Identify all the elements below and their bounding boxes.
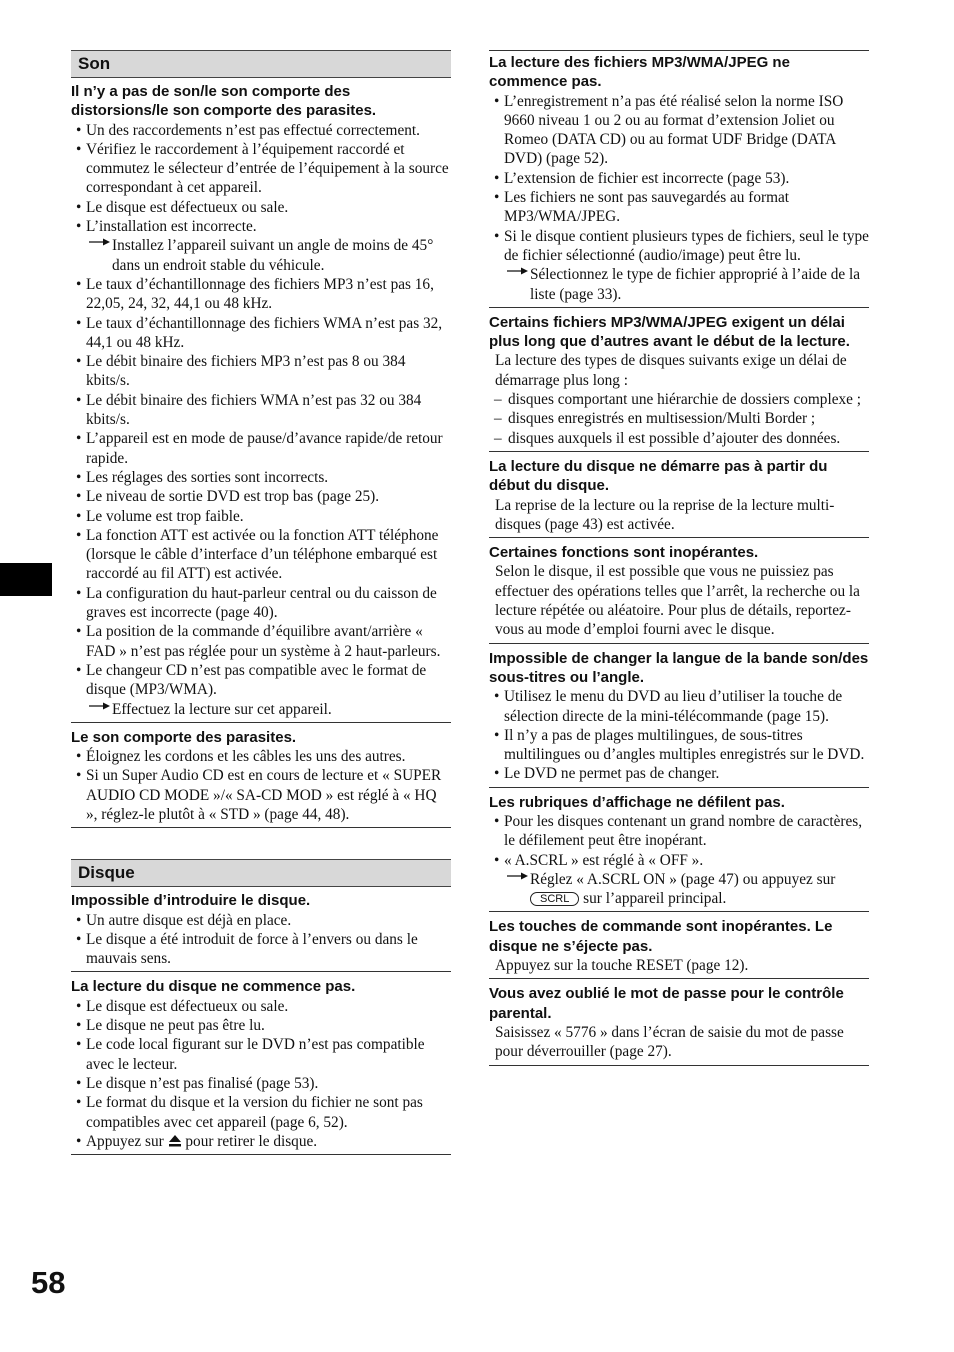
list-item: • La configuration du haut-parleur central ou du caisson de graves est incorrecte (page 40). <box>71 584 451 623</box>
list-item-text: pour retirer le disque. <box>185 1132 318 1150</box>
list-item: • Il n’y a pas de plages multilingues, de sous-titres multilingues ou d’angles multiples enregistrés sur le DVD. <box>489 726 869 765</box>
topic-question: Il n’y a pas de son/le son comporte des distorsions/le son comporte des parasites. <box>71 83 377 120</box>
list-item: • La fonction ATT est activée ou la fonction ATT téléphone (lorsque le câble d’interface d’un téléphone embarqué est raccordé au fil ATT) est activée. <box>71 526 451 584</box>
topic-answer: La reprise de la lecture ou la reprise de la lecture multi-disques (page 43) est activée. <box>495 496 835 533</box>
list-item: • Le disque est défectueux ou sale. <box>71 198 451 217</box>
solution-text: Sélectionnez le type de fichier approprié à l’aide de la liste (page 33). <box>530 266 860 303</box>
list-item-text: Appuyez sur <box>86 1132 164 1150</box>
list-item: • Le DVD ne permet pas de changer. <box>489 764 869 783</box>
topic-question: Certains fichiers MP3/WMA/JPEG exigent un délai plus long que d’autres avant le début de la lecture. <box>489 313 850 351</box>
arrow-right-icon <box>89 700 111 712</box>
list-item: – disques comportant une hiérarchie de dossiers complexe ; <box>489 390 869 409</box>
topic-buttons-inoperative <box>489 917 869 979</box>
list-item: • Si un Super Audio CD est en cours de lecture et « SUPER AUDIO CD MODE »/« SA-CD MOD » est réglé à « HQ », réglez-le plutôt à « STD » (page 44, 48). <box>71 766 451 824</box>
bullet-list <box>489 812 869 870</box>
topic-answer: La lecture des types de disques suivants exige un délai de démarrage plus long : <box>495 352 847 389</box>
section-tab-marker <box>0 563 52 596</box>
left-column <box>71 50 451 1160</box>
solution-text: Effectuez la lecture sur cet appareil. <box>112 700 332 718</box>
section-heading-son: Son <box>71 50 451 78</box>
topic-functions-inoperative <box>489 543 869 643</box>
list-item: • Le disque ne peut pas être lu. <box>71 1016 451 1035</box>
topic-question: Le son comporte des parasites. <box>71 728 297 746</box>
list-item: • Le code local figurant sur le DVD n’est pas compatible avec le lecteur. <box>71 1035 451 1074</box>
list-item: • Le disque a été introduit de force à l’envers ou dans le mauvais sens. <box>71 930 451 969</box>
list-item: • Le volume est trop faible. <box>71 507 451 526</box>
topic-question: Impossible de changer la langue de la bande son/des sous-titres ou l’angle. <box>489 649 869 686</box>
bullet-list <box>489 687 869 783</box>
topic-noise <box>71 728 451 828</box>
topic-question: La lecture du disque ne démarre pas à partir du début du disque. <box>489 457 828 495</box>
bullet-list <box>71 747 451 824</box>
bullet-list <box>489 92 869 266</box>
list-item: • Les réglages des sorties sont incorrects. <box>71 468 451 487</box>
topic-question: Vous avez oublié le mot de passe pour le contrôle parental. <box>489 985 844 1022</box>
topic-display-scroll <box>489 793 869 913</box>
list-item: • Le taux d’échantillonnage des fichiers WMA n’est pas 32, 44,1 ou 48 kHz. <box>71 314 451 353</box>
solution-line <box>489 265 869 304</box>
bullet-list <box>71 275 451 700</box>
list-item: • L’extension de fichier est incorrecte (page 53). <box>489 169 869 188</box>
topic-mp3-not-starting <box>489 50 869 308</box>
topic-question: Impossible d’introduire le disque. <box>71 892 311 910</box>
list-item: • Le format du disque et la version du fichier ne sont pas compatibles avec cet appareil (page 6, 52). <box>71 1093 451 1132</box>
topic-no-sound <box>71 82 451 723</box>
topic-question: La lecture des fichiers MP3/WMA/JPEG ne commence pas. <box>489 54 790 91</box>
topic-question: Les touches de commande sont inopérantes. Le disque ne s’éjecte pas. <box>489 918 833 955</box>
list-item: • « A.SCRL » est réglé à « OFF ». <box>489 851 869 870</box>
scrl-button-label: SCRL <box>530 892 579 906</box>
solution-line <box>489 870 869 909</box>
solution-line <box>71 700 451 719</box>
list-item: • La position de la commande d’équilibre avant/arrière « FAD » n’est pas réglée pour un système à 2 haut-parleurs. <box>71 622 451 661</box>
topic-answer: Selon le disque, il est possible que vous ne puissiez pas effectuer des opérations telles que l’arrêt, la recherche ou la lecture répétée ou aléatoire. Pour plus de détails, reportez-vous au mode d’emploi fourni avec le disque. <box>495 563 860 639</box>
topic-cannot-insert <box>71 891 451 972</box>
bullet-list <box>71 121 451 237</box>
topic-question: Certaines fonctions sont inopérantes. <box>489 544 759 562</box>
solution-text: sur l’appareil principal. <box>583 890 727 908</box>
list-item <box>71 1132 451 1151</box>
list-item: • Les fichiers ne sont pas sauvegardés au format MP3/WMA/JPEG. <box>489 188 869 227</box>
eject-icon <box>168 1134 182 1147</box>
list-item: • Le disque n’est pas finalisé (page 53). <box>71 1074 451 1093</box>
list-item: • Le débit binaire des fichiers MP3 n’est pas 8 ou 384 kbits/s. <box>71 352 451 391</box>
list-item: • Pour les disques contenant un grand nombre de caractères, le défilement peut être inopérant. <box>489 812 869 851</box>
list-item: • Le disque est défectueux ou sale. <box>71 997 451 1016</box>
list-item: • Un des raccordements n’est pas effectué correctement. <box>71 121 451 140</box>
list-item: • Le niveau de sortie DVD est trop bas (page 25). <box>71 487 451 506</box>
dash-list <box>489 390 869 448</box>
topic-language-change <box>489 649 869 788</box>
arrow-right-icon <box>507 870 529 882</box>
topic-question: La lecture du disque ne commence pas. <box>71 978 356 996</box>
list-item: • Utilisez le menu du DVD au lieu d’utiliser la touche de sélection directe de la mini-télécommande (page 15). <box>489 687 869 726</box>
page-number: 58 <box>31 1265 66 1300</box>
list-item: • Vérifiez le raccordement à l’équipement raccordé et commutez le sélecteur d’entrée de l’équipement à la source correspondant à cet appareil. <box>71 140 451 198</box>
list-item: • Un autre disque est déjà en place. <box>71 911 451 930</box>
list-item: • L’enregistrement n’a pas été réalisé selon la norme ISO 9660 niveau 1 ou 2 ou au format d’extension Joliet ou Romeo (DATA CD) ou au format UDF Bridge (DATA DVD) (page 52). <box>489 92 869 169</box>
solution-text: Réglez « A.SCRL ON » (page 47) ou appuyez sur <box>530 870 836 888</box>
bullet-list <box>71 911 451 969</box>
right-column <box>489 50 869 1071</box>
list-item: • Si le disque contient plusieurs types de fichiers, seul le type de fichier sélectionné (audio/image) peut être lu. <box>489 227 869 266</box>
bullet-list <box>71 997 451 1151</box>
list-item: • L’appareil est en mode de pause/d’avance rapide/de retour rapide. <box>71 429 451 468</box>
topic-answer: Appuyez sur la touche RESET (page 12). <box>495 957 749 975</box>
list-item: – disques enregistrés en multisession/Multi Border ; <box>489 409 869 428</box>
list-item: • Éloignez les cordons et les câbles les uns des autres. <box>71 747 451 766</box>
solution-text: Installez l’appareil suivant un angle de moins de 45° dans un endroit stable du véhicule. <box>112 237 434 274</box>
arrow-right-icon <box>507 265 529 277</box>
section-heading-disque: Disque <box>71 859 451 887</box>
list-item: • Le taux d’échantillonnage des fichiers MP3 n’est pas 16, 22,05, 24, 32, 44,1 ou 48 kHz. <box>71 275 451 314</box>
topic-not-from-start <box>489 457 869 538</box>
list-item: • Le débit binaire des fichiers WMA n’est pas 32 ou 384 kbits/s. <box>71 391 451 430</box>
topic-parental-password <box>489 984 869 1065</box>
topic-question: Les rubriques d’affichage ne défilent pas. <box>489 793 785 811</box>
topic-answer: Saisissez « 5776 » dans l’écran de saisie du mot de passe pour déverrouiller (page 27). <box>495 1023 844 1061</box>
solution-line <box>71 236 451 275</box>
arrow-right-icon <box>89 236 111 248</box>
topic-longer-delay <box>489 313 869 452</box>
list-item: – disques auxquels il est possible d’ajouter des données. <box>489 429 869 448</box>
list-item: • L’installation est incorrecte. <box>71 217 451 236</box>
list-item: • Le changeur CD n’est pas compatible avec le format de disque (MP3/WMA). <box>71 661 451 700</box>
topic-playback-not-starting <box>71 977 451 1155</box>
